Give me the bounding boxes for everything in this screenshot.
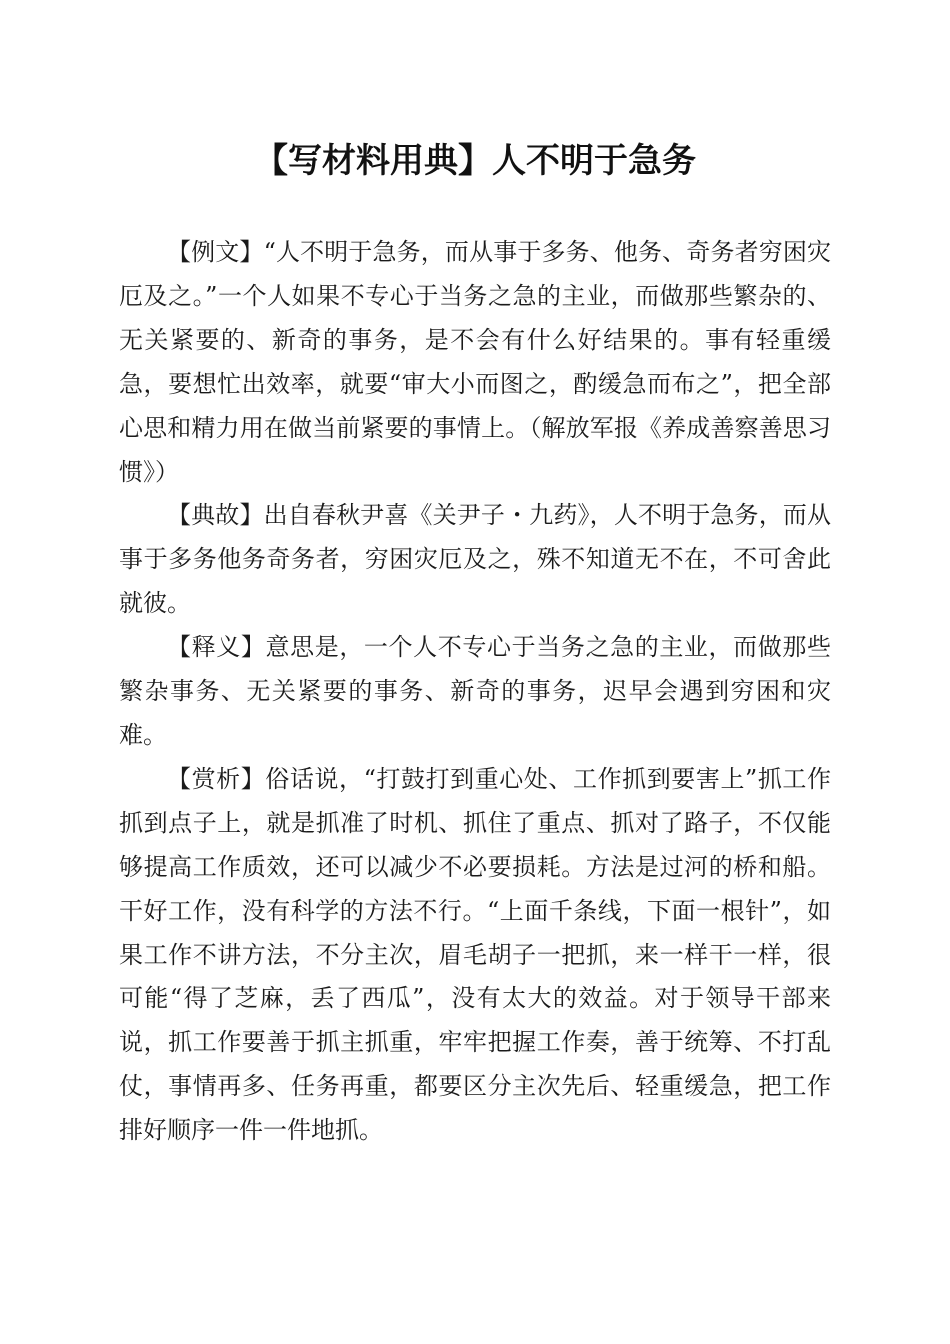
paragraph-label: 【赏析】	[167, 764, 266, 793]
document-body	[119, 231, 831, 1153]
paragraph-appreciation	[119, 758, 831, 1153]
paragraph-label: 【释义】	[167, 633, 266, 662]
paragraph-label: 【例文】	[167, 238, 264, 266]
paragraph-label: 【典故】	[167, 501, 264, 530]
document-title: 【写材料用典】人不明于急务	[254, 141, 696, 181]
paragraph-text: 出自春秋尹喜《关尹子・九药》，人不明于急务，而从事于多务他务奇务者，穷困灾厄及之，殊不知道无不在，不可舍此就彼。	[119, 501, 831, 618]
paragraph-example	[119, 231, 831, 494]
paragraph-allusion	[119, 494, 831, 626]
paragraph-text: “人不明于急务，而从事于多务、他务、奇务者穷困灾厄及之。”一个人如果不专心于当务之急的主业，而做那些繁杂的、无关紧要的、新奇的事务，是不会有什么好结果的。事有轻重缓急，要想忙出效率，就要“审大小而图之，酌缓急而布之”，把全部心思和精力用在做当前紧要的事情上。（解放军报《养成善察善思习惯》）	[119, 238, 831, 486]
paragraph-meaning	[119, 626, 831, 758]
paragraph-text: 意思是，一个人不专心于当务之急的主业，而做那些繁杂事务、无关紧要的事务、新奇的事务，迟早会遇到穷困和灾难。	[119, 633, 832, 749]
paragraph-text: 俗话说，“打鼓打到重心处、工作抓到要害上”抓工作抓到点子上，就是抓准了时机、抓住了重点、抓对了路子，不仅能够提高工作质效，还可以减少不必要损耗。方法是过河的桥和船。干好工作，没有科学的方法不行。“上面千条线，下面一根针”，如果工作不讲方法，不分主次，眉毛胡子一把抓，来一样干一样，很可能“得了芝麻，丢了西瓜”，没有太大的效益。对于领导干部来说，抓工作要善于抓主抓重，牢牢把握工作奏，善于统筹、不打乱仗，事情再多、任务再重，都要区分主次先后、轻重缓急，把工作排好顺序一件一件地抓。	[119, 764, 831, 1145]
